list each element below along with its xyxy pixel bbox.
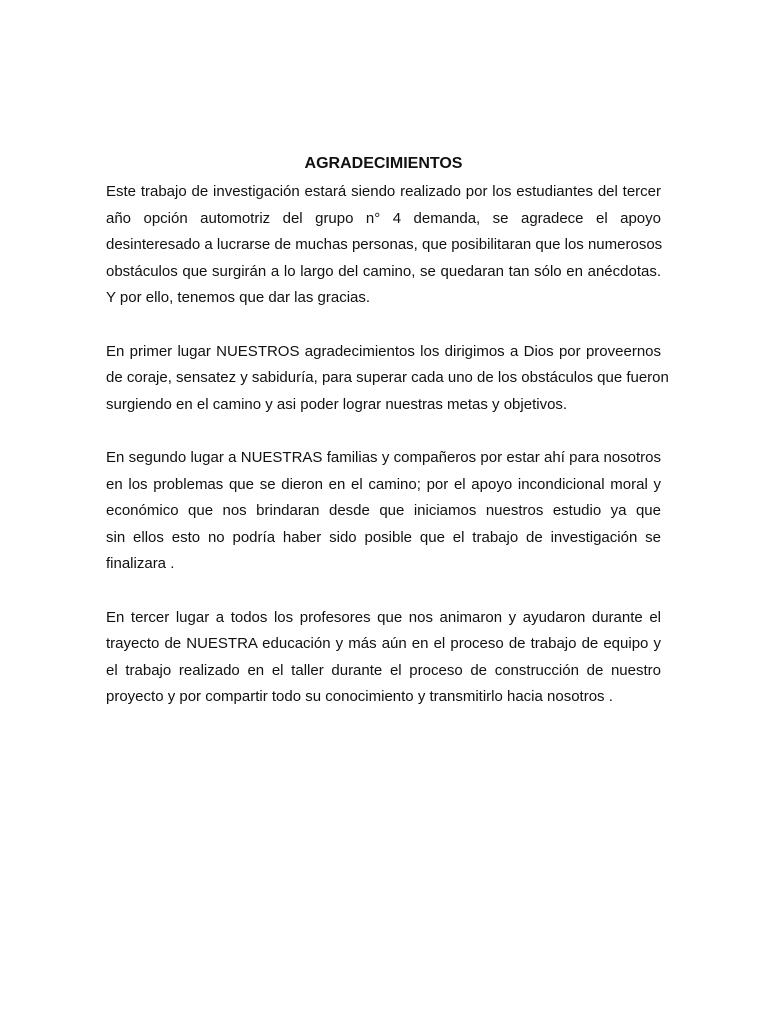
text-line: En tercer lugar a todos los profesores que nos animaron y ayudaron durante el [106,608,661,626]
text-line: en los problemas que se dieron en el camino; por el apoyo incondicional moral y [106,475,661,493]
document-body [106,152,669,737]
text-line: trayecto de NUESTRA educación y más aún en el proceso de trabajo de equipo y [106,635,661,653]
text-line: Este trabajo de investigación estará siendo realizado por los estudiantes del tercer [106,183,661,200]
page-title: AGRADECIMIENTOS [304,155,463,172]
text-line: En segundo lugar a NUESTRAS familias y compañeros por estar ahí para nosotros [106,448,661,466]
text-line: económico que nos brindaran desde que iniciamos nuestros estudio ya que [106,502,661,520]
paragraph-intro [106,179,661,312]
text-line: En primer lugar NUESTROS agradecimientos los dirigimos a Dios por proveernos [106,342,661,360]
text-line: obstáculos que surgirán a lo largo del camino, se quedaran tan sólo en anécdotas. [106,262,661,280]
text-line: desinteresado a lucrarse de muchas personas, que posibilitaran que los numerosos [106,236,663,254]
text-line: Y por ello, tenemos que dar las gracias. [106,289,371,307]
text-line: el trabajo realizado en el taller durante el proceso de construcción de nuestro [106,661,661,679]
text-line: proyecto y por compartir todo su conocimiento y transmitirlo hacia nosotros . [106,688,613,706]
text-line: sin ellos esto no podría haber sido posible que el trabajo de investigación se [106,528,661,546]
paragraph-third [106,605,661,711]
text-line: de coraje, sensatez y sabiduría, para superar cada uno de los obstáculos que fueron [106,369,669,387]
text-line: año opción automotriz del grupo n° 4 demanda, se agradece el apoyo [106,209,661,227]
text-line: surgiendo en el camino y asi poder lograr nuestras metas y objetivos. [106,395,568,413]
paragraph-second [106,445,661,578]
text-line: finalizara . [106,555,175,573]
paragraph-first [106,339,669,419]
